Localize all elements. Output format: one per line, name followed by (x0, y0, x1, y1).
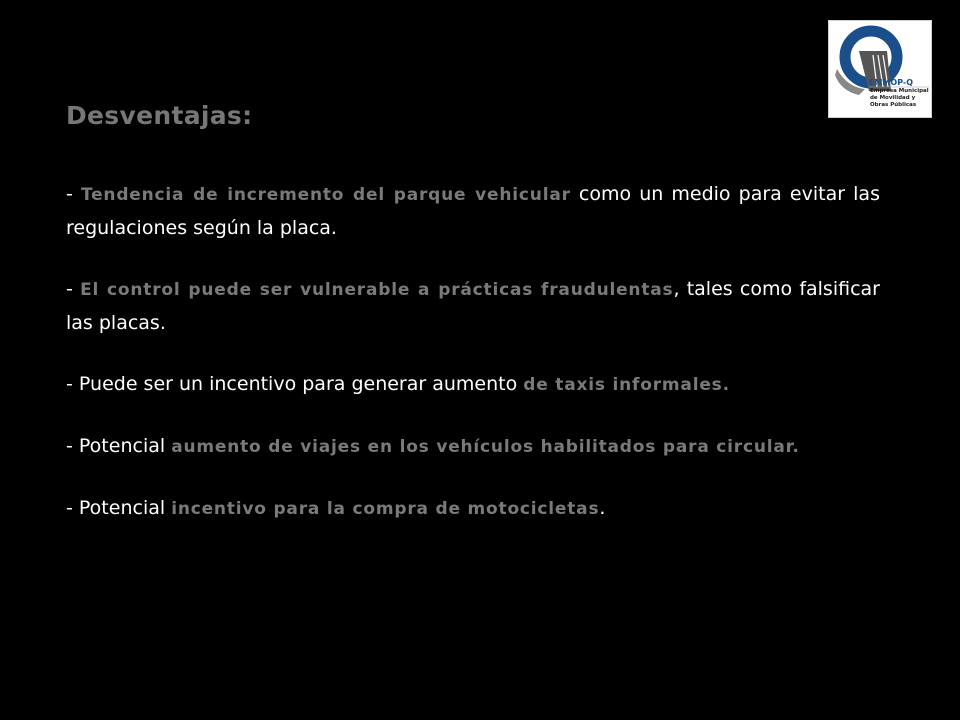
bullet-text: Potencial (78, 497, 172, 519)
bullet-text: Potencial (78, 435, 172, 457)
bullet-text: como un medio para evitar las regulaciones según la placa. (66, 183, 880, 239)
logo-name: EMMOP-Q (869, 78, 914, 87)
bullet-dash: - (66, 183, 81, 205)
bullet-text: Puede ser un incentivo para generar aumento (78, 373, 524, 395)
logo-subtitle-line: Obras Públicas (870, 102, 917, 108)
bullet-highlight: aumento de viajes en los vehículos habilitados para circular. (171, 437, 800, 457)
bullet-dash: - (66, 373, 79, 395)
logo-subtitle (870, 88, 932, 109)
bullet-end: . (599, 497, 606, 519)
list-item (66, 273, 880, 340)
logo-subtitle-line: de Movilidad y (870, 95, 916, 101)
list-item (66, 368, 880, 402)
bullet-text: , tales como falsificar las placas. (66, 278, 880, 334)
bullet-dash: - (66, 497, 79, 519)
bullet-dash: - (66, 278, 81, 300)
list-item (66, 492, 880, 526)
bullet-highlight: de taxis informales. (523, 375, 730, 395)
list-item (66, 430, 880, 464)
logo-subtitle-line: Empresa Municipal (870, 88, 929, 94)
list-item (66, 178, 880, 245)
bullet-highlight: incentivo para la compra de motocicletas (171, 499, 600, 519)
emmop-logo (828, 20, 932, 118)
slide-title: Desventajas: (66, 101, 253, 130)
disadvantages-list (66, 178, 880, 554)
bullet-highlight: El control puede ser vulnerable a prácticas fraudulentas (80, 280, 674, 300)
bullet-highlight: Tendencia de incremento del parque vehicular (80, 185, 571, 205)
bullet-dash: - (66, 435, 79, 457)
